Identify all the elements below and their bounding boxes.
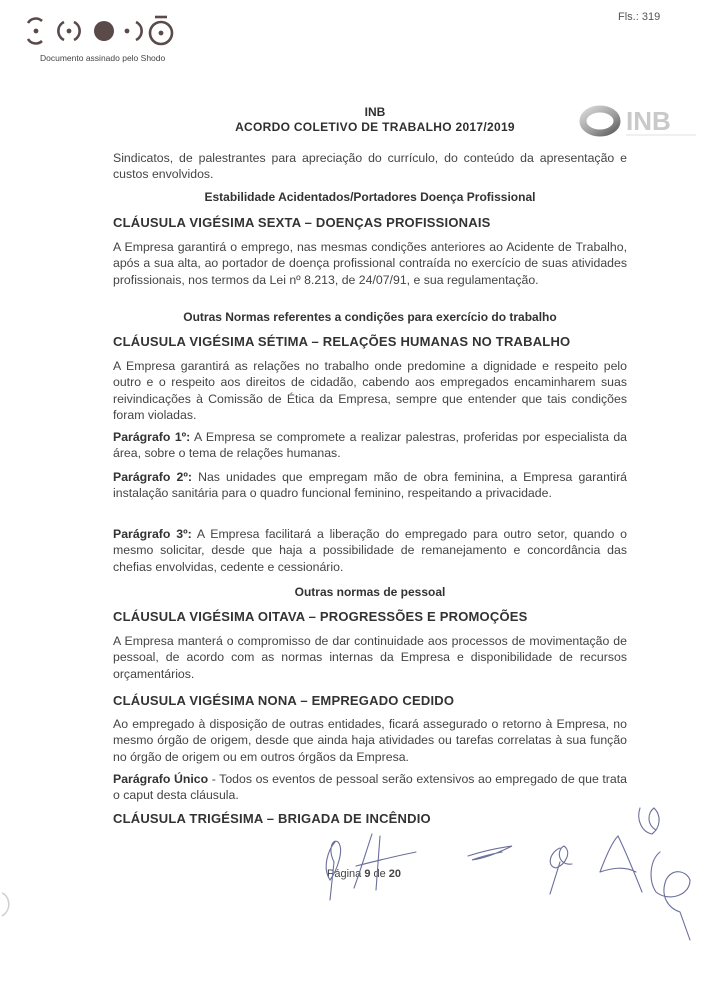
clause-28-title: CLÁUSULA VIGÉSIMA OITAVA – PROGRESSÕES E PROMOÇÕES xyxy=(113,609,528,624)
paragraph-1-label: Parágrafo 1º: xyxy=(113,430,191,444)
header-org: INB xyxy=(364,105,386,119)
shodo-stamp-logo-icon xyxy=(24,14,184,48)
paragraph-2-label: Parágrafo 2º: xyxy=(113,470,192,484)
section-title-stability: Estabilidade Acidentados/Portadores Doença Profissional xyxy=(204,190,536,204)
paragraph-3-label: Parágrafo 3º: xyxy=(113,527,192,541)
clause-30-title: CLÁUSULA TRIGÉSIMA – BRIGADA DE INCÊNDIO xyxy=(113,811,431,826)
section-title-personnel: Outras normas de pessoal xyxy=(294,585,446,599)
intro-paragraph: Sindicatos, de palestrantes para apreciação do currículo, do conteúdo da apresentação e custos envolvidos. xyxy=(113,151,627,182)
signature-initials-6-icon xyxy=(639,808,659,834)
page-number: Página 9 de 20 xyxy=(327,868,402,880)
scan-mark-icon xyxy=(2,893,9,916)
stamp-caption: Documento assinado pelo Shodo xyxy=(40,53,166,63)
paragraph-unico-label: Parágrafo Único xyxy=(113,772,209,786)
clause-27-text: A Empresa garantirá as relações no trabalho onde predomine a dignidade e respeito pelo outro e o respeito aos direitos de cidadão, cabendo aos empregados encaminharem suas reivindicações à Comissão de Ética da Empresa, sempre que entender que tais condições foram violadas. xyxy=(113,359,627,422)
signature-initials-3-icon xyxy=(468,846,512,860)
clause-28-text: A Empresa manterá o compromisso de dar continuidade aos processos de movimentação de pessoal, de acordo com as normas internas da Empresa e disponibilidade de recursos orçamentários. xyxy=(113,634,627,681)
inb-logo-text: INB xyxy=(626,106,671,136)
paragraph-unico-text: - Todos os eventos de pessoal serão extensivos ao empregado de que trata o caput desta cláusula. xyxy=(113,772,627,803)
clause-27-paragraph-3 xyxy=(113,526,627,575)
inb-logo-icon xyxy=(578,103,708,139)
clause-26-text: A Empresa garantirá o emprego, nas mesmas condições anteriores ao Acidente de Trabalho, após a sua alta, ao portador de doença profissional contraída no exercício de suas atividades profissionais, nos termos da Lei nº 8.213, de 24/07/91, e sua regulamentação. xyxy=(113,240,627,287)
clause-29-title: CLÁUSULA VIGÉSIMA NONA – EMPREGADO CEDIDO xyxy=(113,693,455,708)
signature-initials-5-icon xyxy=(600,836,642,892)
signature-initials-2-icon xyxy=(354,834,416,890)
clause-27-title: CLÁUSULA VIGÉSIMA SÉTIMA – RELAÇÕES HUMANAS NO TRABALHO xyxy=(113,334,571,349)
signature-initials-4-icon xyxy=(550,846,572,894)
paragraph-2-text: Nas unidades que empregam mão de obra feminina, a Empresa garantirá instalação sanitária para o quadro funcional feminino, respeitando a privacidade. xyxy=(113,470,627,501)
folio-number: Fls.: 319 xyxy=(618,11,661,23)
clause-29-paragraph-unico xyxy=(113,771,627,804)
clause-27-paragraph-2 xyxy=(113,469,627,502)
paragraph-3-text: A Empresa facilitará a liberação do empregado para outro setor, quando o mesmo solicitar, desde que haja a possibilidade de remanejamento e concordância das chefias envolvidas, cedente e cessionário. xyxy=(113,527,627,574)
clause-26-title: CLÁUSULA VIGÉSIMA SEXTA – DOENÇAS PROFISSIONAIS xyxy=(113,215,491,230)
section-title-work-conditions: Outras Normas referentes a condições para exercício do trabalho xyxy=(183,310,557,324)
signature-initials-7-icon xyxy=(651,852,690,940)
clause-29-text: Ao empregado à disposição de outras entidades, ficará assegurado o retorno à Empresa, no mesmo órgão de origem, desde que ainda haja atividades ou tarefas correlatas à sua função no órgão de origem ou em outros órgãos da Empresa. xyxy=(113,717,627,764)
clause-27-paragraph-1 xyxy=(113,429,627,462)
paragraph-1-text: A Empresa se compromete a realizar palestras, proferidas por especialista da área, sobre o tema de relações humanas. xyxy=(113,430,627,461)
header-title: ACORDO COLETIVO DE TRABALHO 2017/2019 xyxy=(235,120,515,134)
